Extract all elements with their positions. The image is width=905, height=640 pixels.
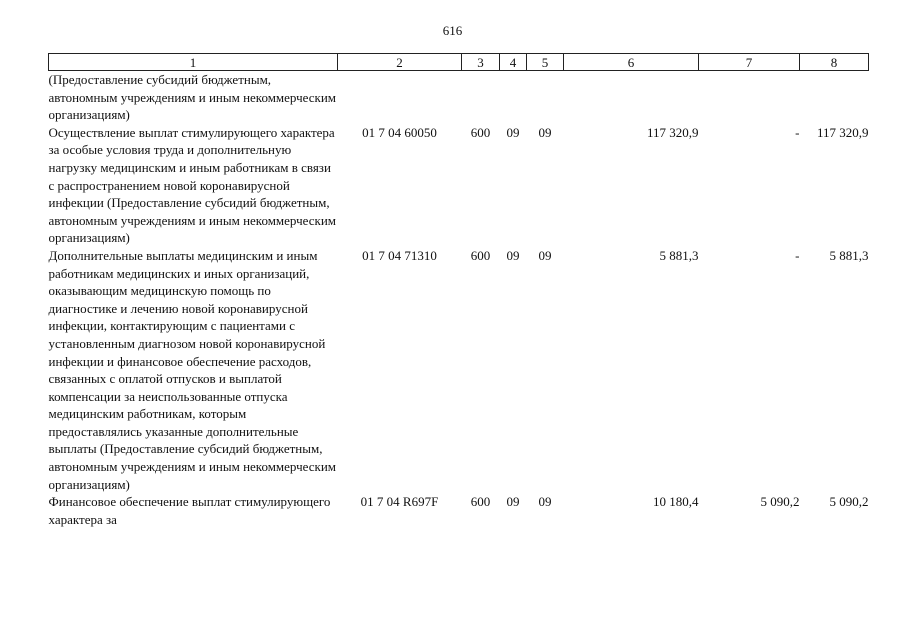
column-header-2: 2 [338,54,462,71]
row-federal-amount: - [795,124,800,140]
row-description: (Предоставление субсидий бюджетным, автономным учреждениям и иным некоммерческим организациям) [48,72,337,123]
row-description: Финансовое обеспечение выплат стимулирующего характера за [48,494,331,527]
column-header-4: 4 [500,54,527,71]
row-section: 09 [506,494,520,510]
row-expense-type: 600 [470,124,491,140]
column-header-6: 6 [564,54,699,71]
table-row [49,247,869,493]
row-description: Дополнительные выплаты медицинским и иным работникам медицинских и иных организаций, оказывающим медицинскую помощь по диагностике и лечению новой коронавирусной инфекции, контактирующим с пациентами с установленным диагнозом новой коронавирусной инфекции и финансовое обеспечение расходов, связанных с оплатой отпусков и выплатой компенсации за неиспользованные отпуска медицинским работникам, которым предоставлялись указанные дополнительные выплаты (Предоставление субсидий бюджетным, автономным учреждениям и иным некоммерческим организациям) [48,247,337,492]
row-regional-amount: 5 090,2 [829,494,869,510]
page-number: 616 [442,23,463,38]
row-total-amount [564,71,699,124]
row-total-amount: 117 320,9 [646,124,699,140]
row-target-code: 01 7 04 60050 [362,124,437,140]
row-section [500,71,527,124]
row-expense-type: 600 [470,247,491,263]
row-regional-amount: 5 881,3 [829,247,869,263]
row-subsection: 09 [538,247,552,263]
row-expense-type: 600 [470,494,491,510]
row-target-code: 01 7 04 71310 [362,247,437,263]
row-regional-amount [800,71,869,124]
column-header-3: 3 [462,54,500,71]
row-regional-amount: 117 320,9 [816,124,869,140]
row-section: 09 [506,247,520,263]
row-target-code [338,71,462,124]
column-header-7: 7 [699,54,800,71]
table-row [49,71,869,124]
row-subsection: 09 [538,124,552,140]
table-row [49,124,869,247]
column-header-1: 1 [49,54,338,71]
row-description: Осуществление выплат стимулирующего характера за особые условия труда и дополнительную нагрузку медицинским и иным работникам в связи с распространением новой коронавирусной инфекции (Предоставление субсидий бюджетным, автономным учреждениям и иным некоммерческим организациям) [48,124,337,246]
column-header-5: 5 [527,54,564,71]
row-subsection: 09 [538,494,552,510]
row-total-amount: 10 180,4 [653,494,699,510]
row-target-code: 01 7 04 R697F [360,494,439,510]
row-federal-amount [699,71,800,124]
row-federal-amount: - [795,247,800,263]
column-header-8: 8 [800,54,869,71]
row-expense-type [462,71,500,124]
row-total-amount: 5 881,3 [659,247,699,263]
row-section: 09 [506,124,520,140]
row-subsection [527,71,564,124]
table-row [49,493,869,528]
row-federal-amount: 5 090,2 [760,494,800,510]
budget-table [48,53,869,528]
table-header-row [49,54,869,71]
